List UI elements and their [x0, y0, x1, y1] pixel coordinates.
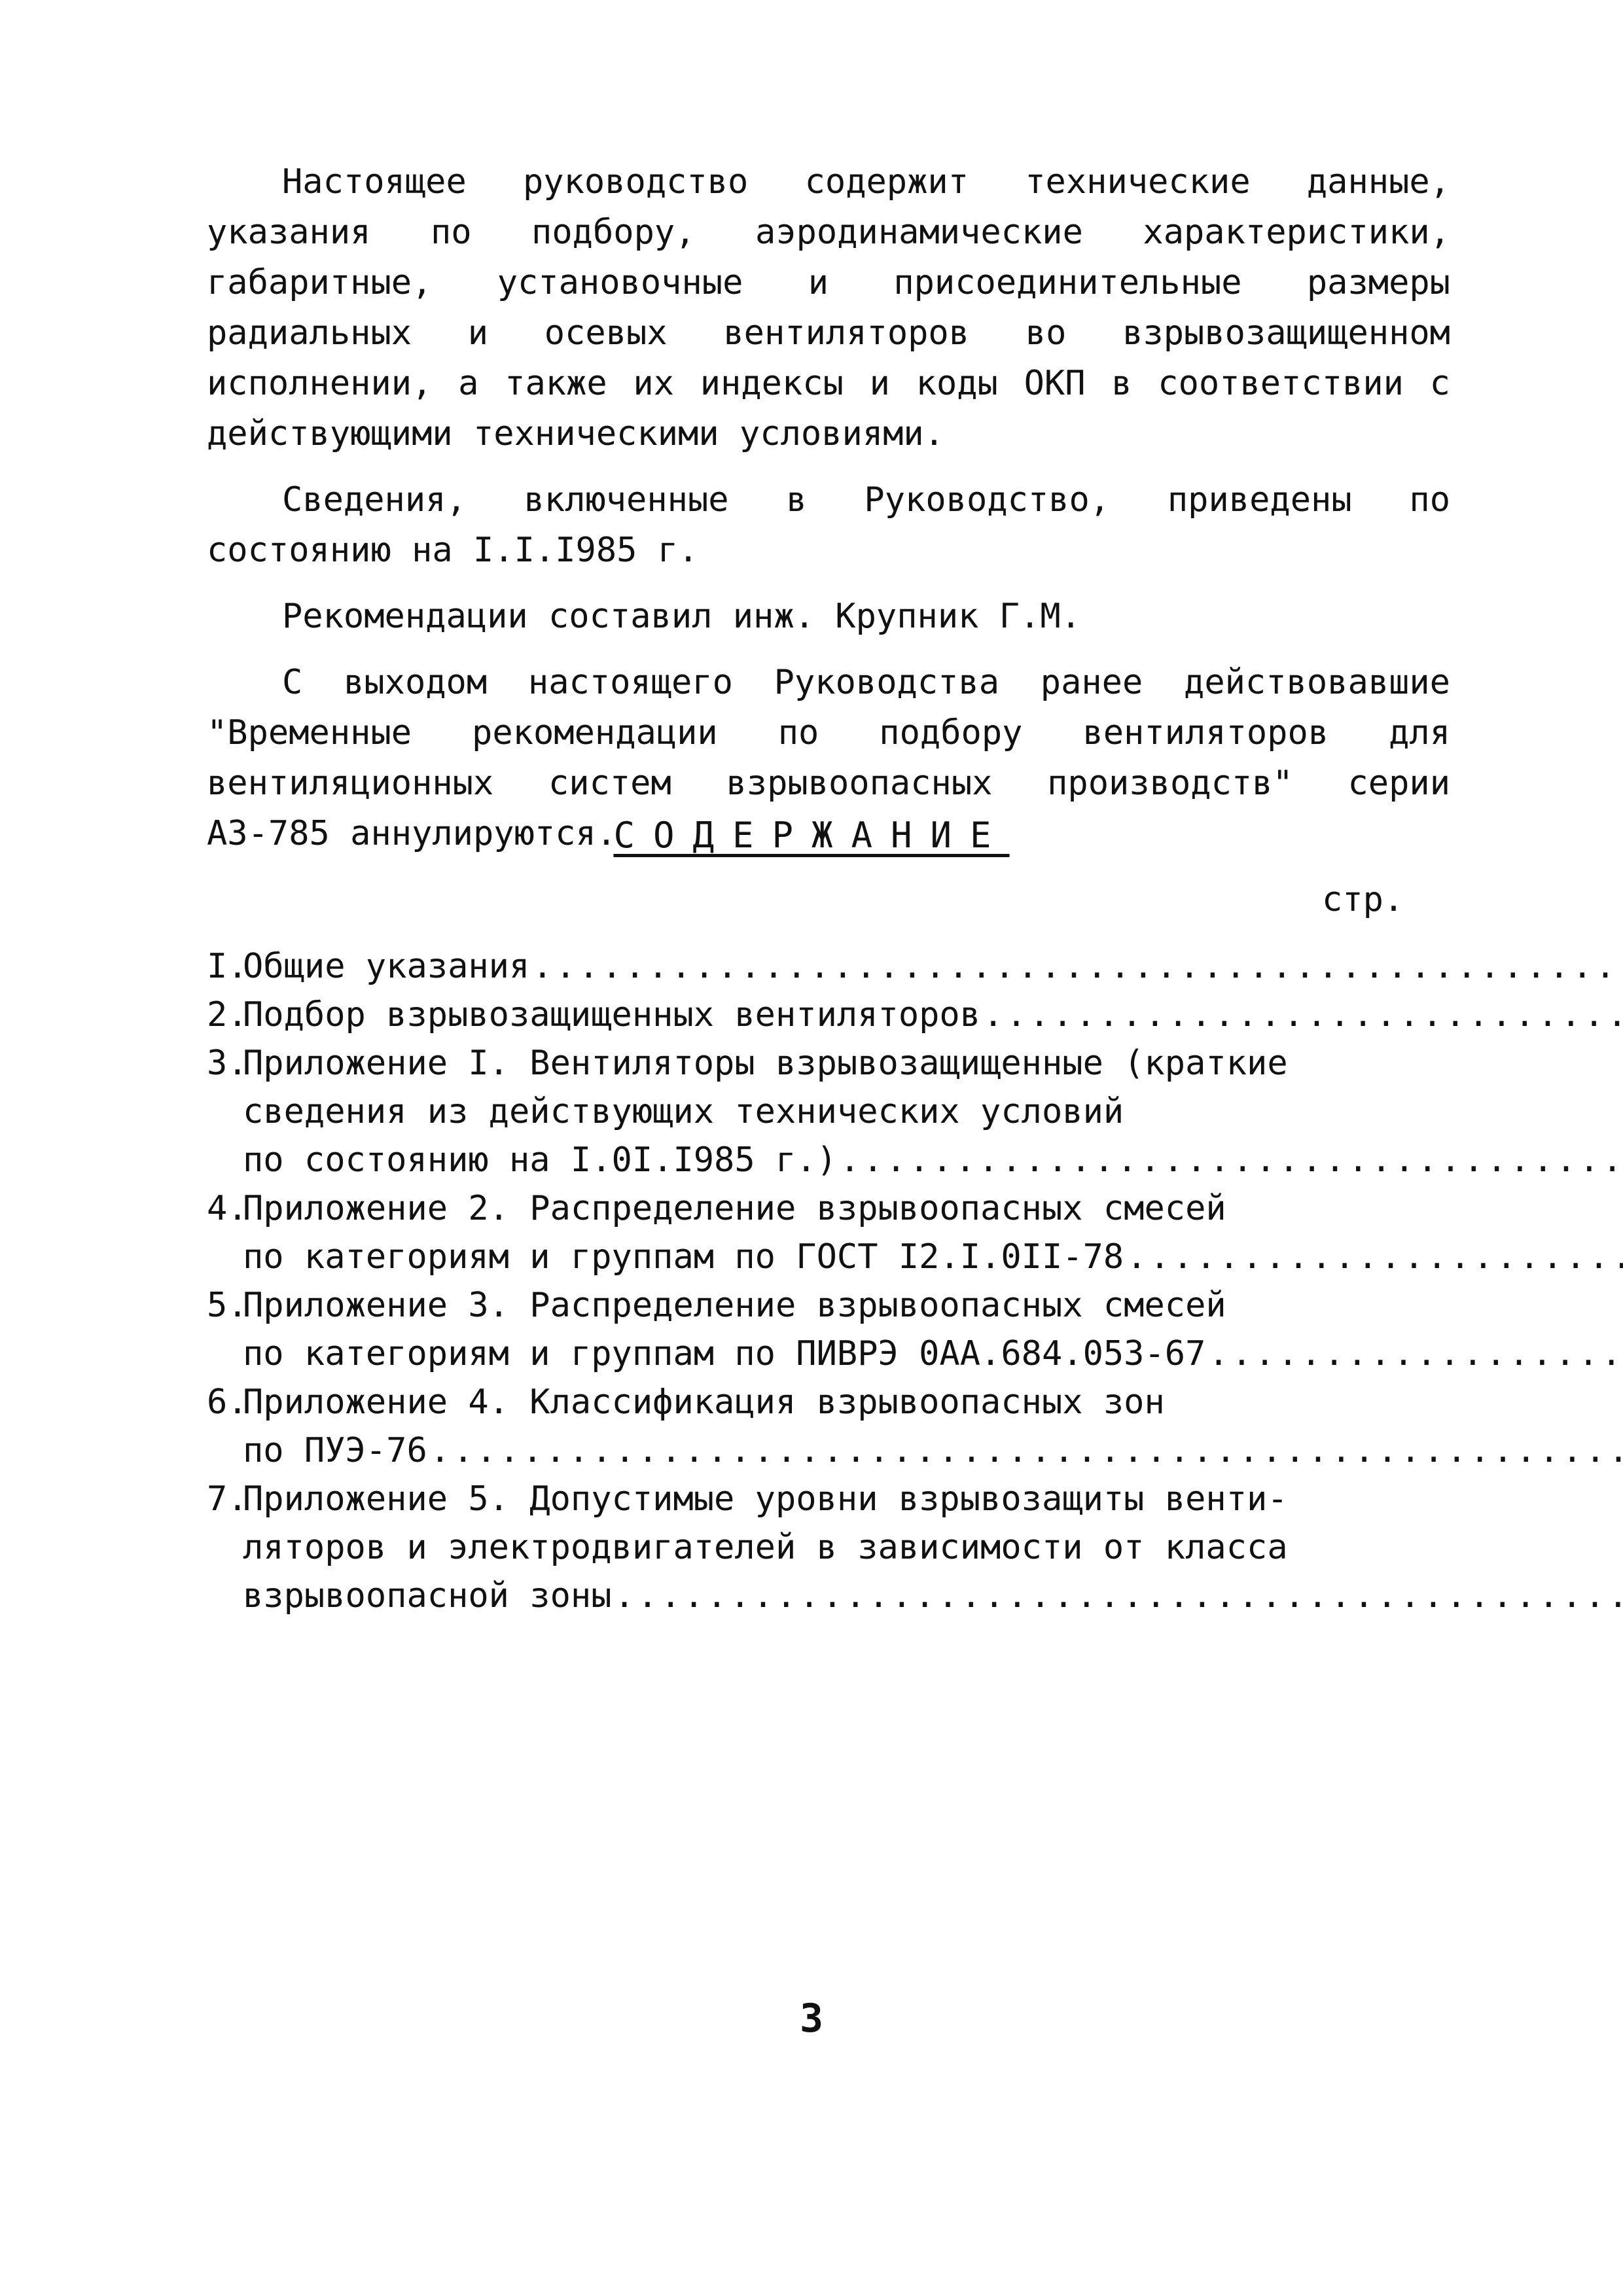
- toc-leader-dots: [612, 1572, 1623, 1620]
- toc-item-number: 5.: [207, 1286, 248, 1325]
- toc-item-text: Приложение I. Вентиляторы взрывозащищенные (краткие: [243, 1044, 1288, 1083]
- toc-item-text: Приложение 2. Распределение взрывоопасных смесей: [243, 1189, 1226, 1228]
- intro-paragraph-scope: Настоящее руководство содержит технические данные, указания по подбору, аэродинамические характеристики, габаритные, установочные и присоединительные размеры радиальных и осевых вентиляторов во взрывозащищенном исполнении, а также их индексы и коды ОКП в соответствии с действующими техническими условиями.: [207, 162, 1450, 453]
- toc-item-text: по категориям и группам по ПИВРЭ 0АА.684.053-67: [243, 1334, 1206, 1373]
- toc-item-text: по ПУЭ-76: [243, 1431, 427, 1470]
- intro-paragraph-author: Рекомендации составил инж. Крупник Г.М.: [282, 597, 1081, 636]
- toc-page-column-label: стр.: [1322, 880, 1404, 919]
- toc-leader-dots: [427, 1426, 1623, 1475]
- toc-item-number: 4.: [207, 1189, 248, 1228]
- toc-item-number: I.: [207, 947, 248, 986]
- toc-item-text: сведения из действующих технических условий: [243, 1092, 1124, 1131]
- toc-leader-dots: [529, 942, 1623, 991]
- toc-item-number: 3.: [207, 1044, 248, 1083]
- toc-item: [207, 1039, 1431, 1184]
- toc-item-number: 7.: [207, 1479, 248, 1519]
- toc-item-number: 6.: [207, 1383, 248, 1422]
- toc-item-text: ляторов и электродвигателей в зависимости от класса: [243, 1528, 1288, 1567]
- intro-paragraph-supersedes: С выходом настоящего Руководства ранее действовавшие "Временные рекомендации по подбору вентиляторов для вентиляционных систем взрывоопасных производств" серии АЗ-785 аннулируются.: [207, 663, 1450, 853]
- toc-item-text: Общие указания: [243, 947, 530, 986]
- toc-title: СОДЕРЖАНИЕ: [613, 815, 1010, 856]
- table-of-contents: [207, 942, 1431, 1620]
- toc-item: [207, 1281, 1431, 1378]
- toc-item: [207, 991, 1431, 1039]
- toc-leader-dots: [837, 1136, 1623, 1184]
- toc-item-text: взрывоопасной зоны: [243, 1576, 612, 1616]
- intro-paragraph-date: Сведения, включенные в Руководство, приведены по состоянию на I.I.I985 г.: [207, 480, 1450, 570]
- intro-section: [207, 157, 1450, 875]
- toc-item-number: 2.: [207, 995, 248, 1034]
- toc-item: [207, 942, 1431, 991]
- toc-leader-dots: [1124, 1233, 1623, 1281]
- toc-item: [207, 1475, 1431, 1620]
- toc-item-text: по состоянию на I.0I.I985 г.): [243, 1140, 837, 1180]
- toc-item-text: по категориям и группам по ГОСТ I2.I.0II-78: [243, 1237, 1124, 1277]
- toc-item-text: Приложение 3. Распределение взрывоопасных смесей: [243, 1286, 1226, 1325]
- toc-item: [207, 1184, 1431, 1281]
- toc-leader-dots: [1205, 1330, 1623, 1378]
- toc-item-text: Приложение 4. Классификация взрывоопасных зон: [243, 1383, 1165, 1422]
- toc-item-text: Приложение 5. Допустимые уровни взрывозащиты венти-: [243, 1479, 1288, 1519]
- toc-item-text: Подбор взрывозащищенных вентиляторов: [243, 995, 981, 1034]
- toc-item: [207, 1378, 1431, 1475]
- toc-leader-dots: [980, 991, 1623, 1039]
- page-number: 3: [799, 1996, 824, 2041]
